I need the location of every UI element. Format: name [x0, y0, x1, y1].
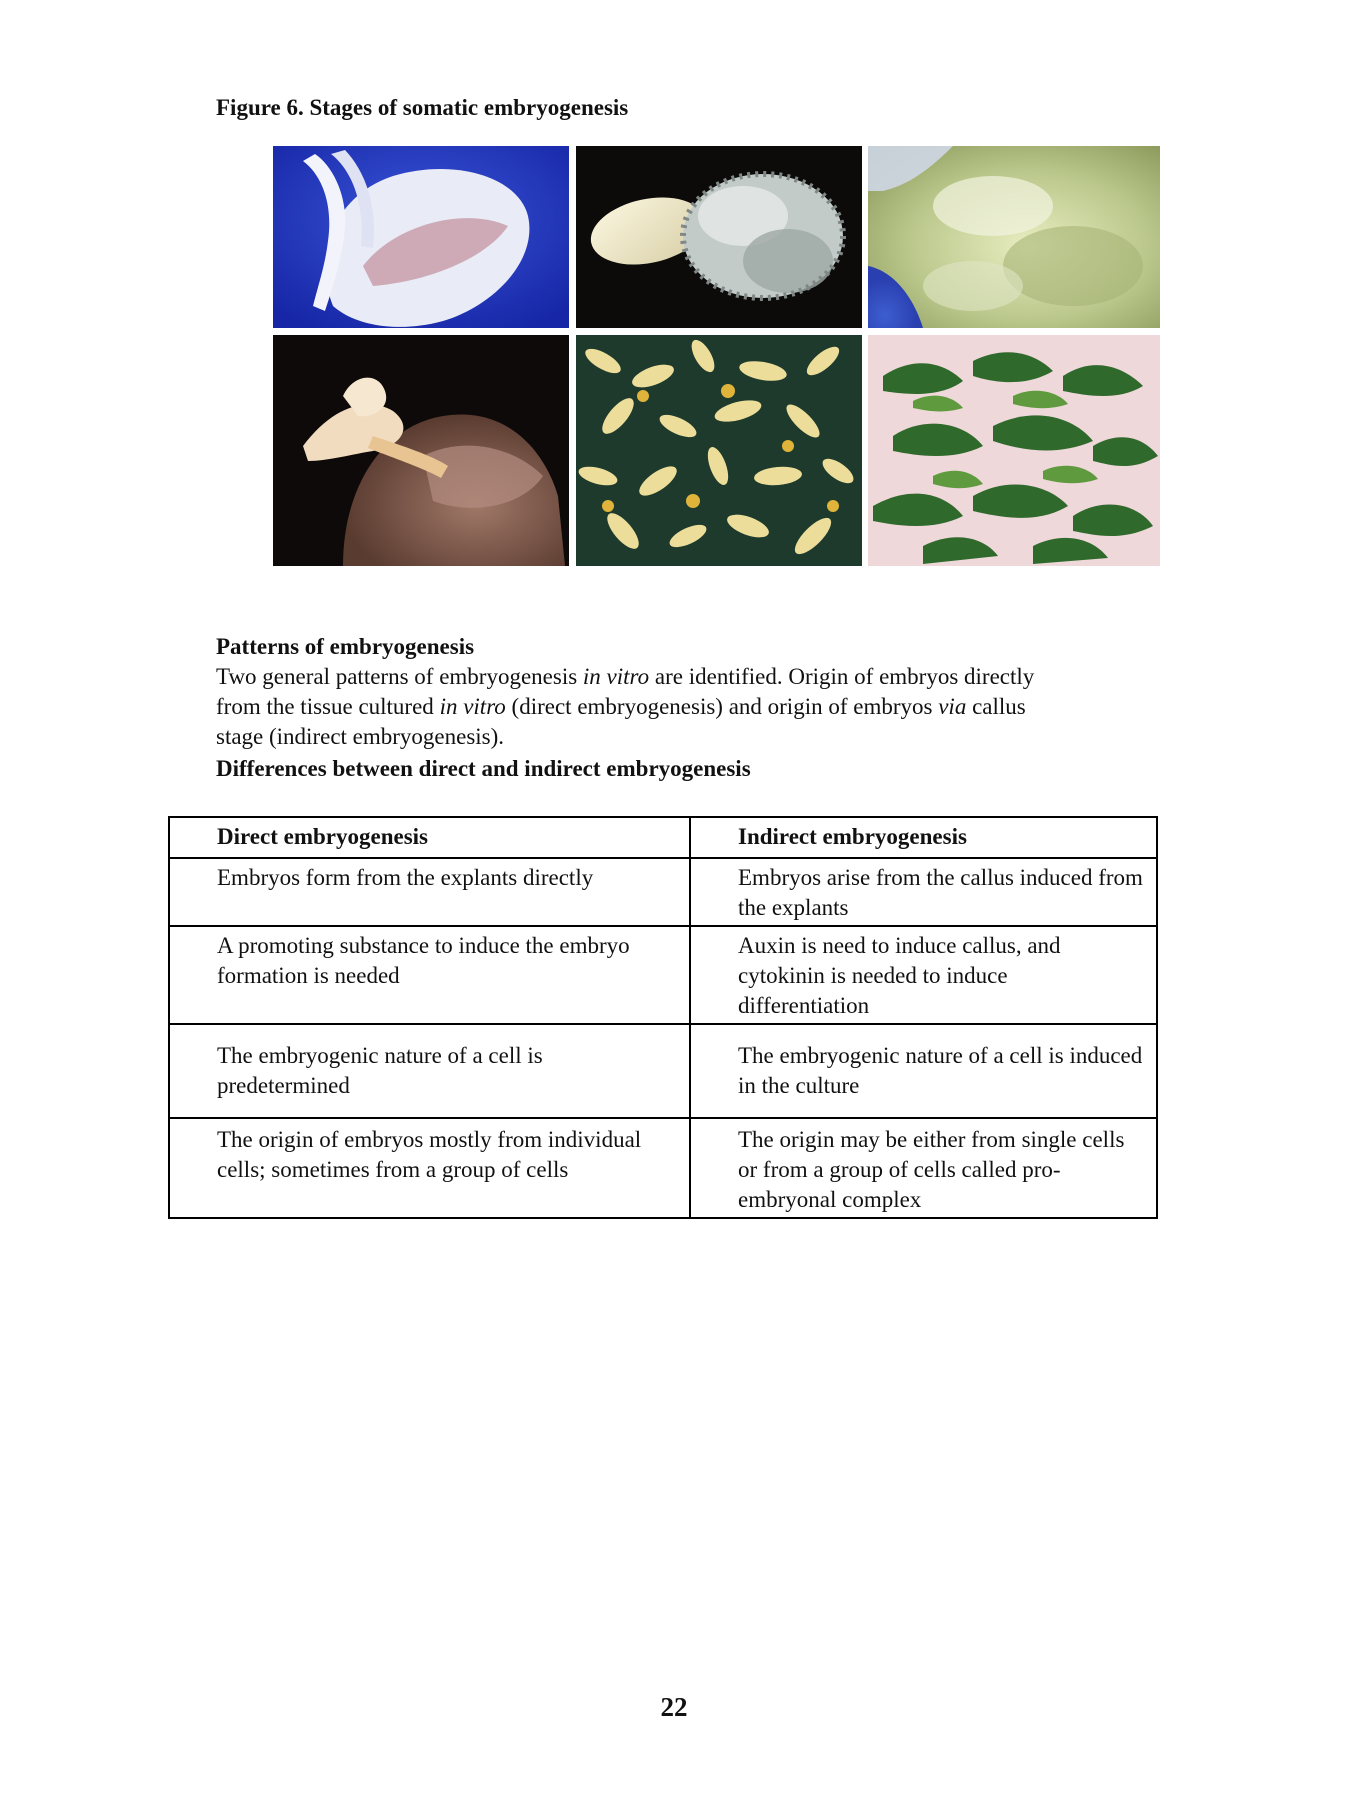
cell-direct: A promoting substance to induce the embryo formation is needed	[169, 926, 690, 1024]
column-header-direct: Direct embryogenesis	[169, 817, 690, 858]
table-row	[169, 1118, 1157, 1218]
section-heading-differences: Differences between direct and indirect embryogenesis	[216, 756, 751, 781]
cell-direct: Embryos form from the explants directly	[169, 858, 690, 926]
panel-seed-explant-blue	[273, 146, 569, 328]
para-emphasis-3: via	[938, 694, 967, 719]
page-number: 22	[660, 1692, 688, 1722]
panel-green-plantlets	[868, 335, 1160, 566]
para-text-3: from the tissue cultured	[216, 694, 440, 719]
para-text-1: Two general patterns of embryogenesis	[216, 664, 583, 689]
comparison-table	[168, 816, 1158, 1219]
para-line-1	[216, 662, 1176, 692]
cell-direct: The origin of embryos mostly from individual cells; sometimes from a group of cells	[169, 1118, 690, 1218]
panel-yellow-embryos	[576, 335, 862, 566]
figure-caption: Figure 6. Stages of somatic embryogenesis	[216, 95, 629, 120]
para-text-5: callus	[966, 694, 1026, 719]
cell-indirect: The embryogenic nature of a cell is induced in the culture	[690, 1024, 1157, 1118]
section-heading-patterns: Patterns of embryogenesis	[216, 634, 475, 659]
patterns-paragraph	[216, 662, 1176, 752]
panel-seed-callus-black	[576, 146, 862, 328]
para-text-4: (direct embryogenesis) and origin of embryos	[505, 694, 939, 719]
para-line-2	[216, 692, 1176, 722]
para-text-2: are identified. Origin of embryos directly	[649, 664, 1035, 689]
panel-callus-closeup-blue	[868, 146, 1160, 328]
cell-direct: The embryogenic nature of a cell is predetermined	[169, 1024, 690, 1118]
para-emphasis-1: in vitro	[582, 664, 650, 689]
figure-image-grid	[273, 146, 1160, 566]
panel-embryos-on-callus	[273, 335, 569, 566]
table-row	[169, 926, 1157, 1024]
table-header-row	[169, 817, 1157, 858]
cell-indirect: Auxin is need to induce callus, and cytokinin is needed to induce differentiation	[690, 926, 1157, 1024]
cell-indirect: Embryos arise from the callus induced from the explants	[690, 858, 1157, 926]
para-line-3: stage (indirect embryogenesis).	[216, 724, 505, 749]
table-row	[169, 1024, 1157, 1118]
table-row	[169, 858, 1157, 926]
para-emphasis-2: in vitro	[439, 694, 506, 719]
column-header-indirect: Indirect embryogenesis	[690, 817, 1157, 858]
cell-indirect: The origin may be either from single cells or from a group of cells called pro- embryonal complex	[690, 1118, 1157, 1218]
